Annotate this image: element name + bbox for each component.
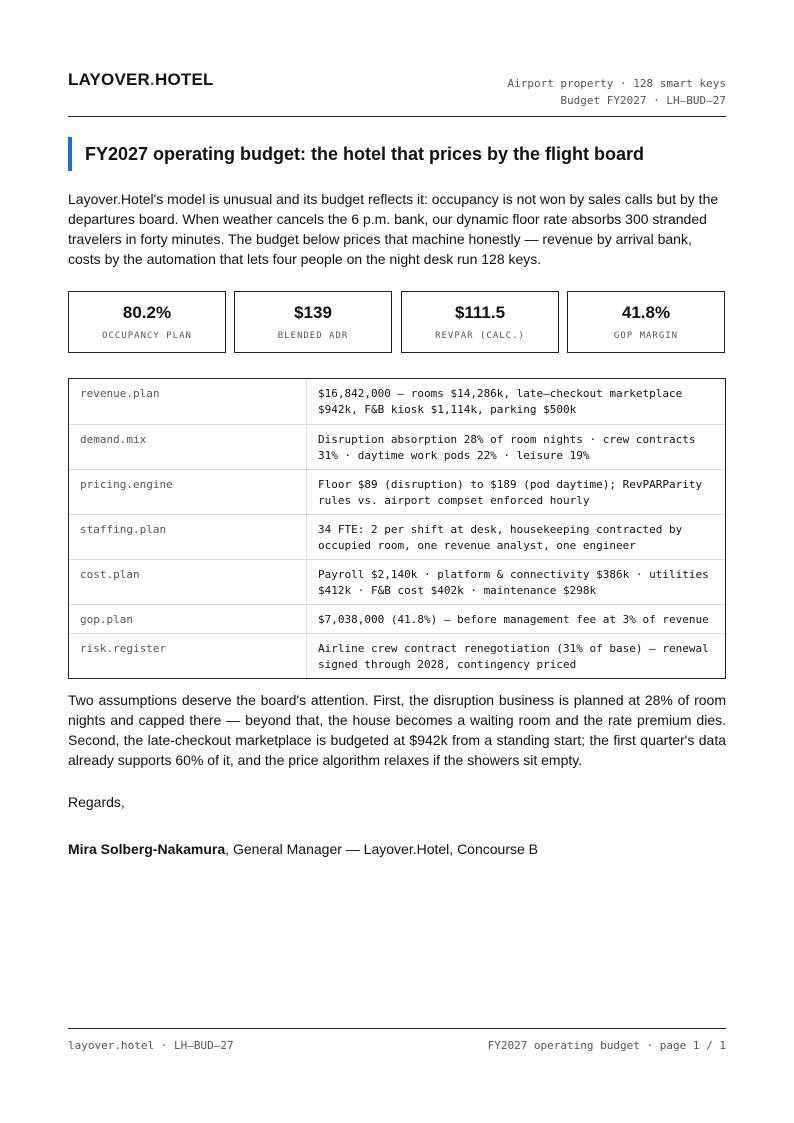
regards: Regards,: [68, 794, 125, 810]
kpi-value: $139: [294, 303, 332, 322]
row-value: Floor $89 (disruption) to $189 (pod daytime); RevPARParity rules vs. airport compset enforced hourly: [318, 478, 703, 507]
row-value: $7,038,000 (41.8%) — before management fee at 3% of revenue: [318, 613, 709, 626]
kpi-label: OCCUPANCY PLAN: [102, 331, 192, 341]
table-row: [69, 633, 725, 678]
kpi-gop-margin: [567, 291, 725, 353]
logo: [68, 70, 214, 90]
signatory-name: Mira Solberg-Nakamura: [68, 841, 226, 857]
table-row: [69, 559, 725, 604]
row-key: cost.plan: [69, 560, 307, 604]
closing-paragraph: Two assumptions deserve the board's attention. First, the disruption business is planned at 28% of room nights and capped there — beyond that, the house becomes a waiting room and the rate premium dies. Second, the late-checkout marketplace is budgeted at $942k from a standing start; the first quarter's data already supports 60% of it, and the price algorithm relaxes if the showers sit empty.: [68, 692, 726, 768]
kpi-value: 41.8%: [621, 303, 671, 322]
table-row: [69, 424, 725, 469]
intro-paragraph: Layover.Hotel's model is unusual and its budget reflects it: occupancy is not won by sales calls but by the departures board. When weather cancels the 6 p.m. bank, our dynamic floor rate absorbs 300 stranded travelers in forty minutes. The budget below prices that machine honestly — revenue by arrival bank, costs by the automation that lets four people on the night desk run 128 keys.: [68, 191, 719, 267]
signature: [68, 841, 538, 857]
letterhead: [68, 70, 726, 117]
table-row: [69, 379, 725, 424]
row-value: Airline crew contract renegotiation (31% of base) — renewal signed through 2028, contingency priced: [318, 642, 709, 671]
row-key: demand.mix: [69, 425, 307, 469]
kpi-label: GOP MARGIN: [613, 331, 679, 341]
row-value: Payroll $2,140k · platform & connectivity $386k · utilities $412k · F&B cost $402k · maintenance $298k: [318, 568, 709, 597]
logo-suffix: HOTEL: [154, 70, 214, 89]
row-value: $16,842,000 — rooms $14,286k, late–checkout marketplace $942k, F&B kiosk $1,114k, parking $500k: [318, 387, 683, 416]
table-row: [69, 514, 725, 559]
title-block: [68, 137, 730, 171]
row-key: revenue.plan: [69, 379, 307, 424]
kpi-label: REVPAR (CALC.): [435, 331, 525, 341]
row-value: Disruption absorption 28% of room nights · crew contracts 31% · daytime work pods 22% · leisure 19%: [318, 433, 696, 462]
footer-right: FY2027 operating budget · page 1 / 1: [487, 1039, 726, 1052]
kpi-adr: [234, 291, 392, 353]
kpi-occupancy: [68, 291, 226, 353]
logo-main: LAYOVER: [68, 70, 151, 89]
page-title: FY2027 operating budget: the hotel that prices by the flight board: [85, 144, 645, 164]
row-key: gop.plan: [69, 605, 307, 633]
kpi-value: $111.5: [454, 303, 506, 322]
kpi-row: [68, 291, 726, 353]
row-value: 34 FTE: 2 per shift at desk, housekeeping contracted by occupied room, one revenue analyst, one engineer: [318, 523, 683, 552]
kpi-value: 80.2%: [122, 303, 172, 322]
table-row: [69, 604, 725, 633]
row-key: pricing.engine: [69, 470, 307, 514]
budget-table: [68, 378, 726, 679]
page-footer: [68, 1028, 726, 1052]
header-meta-line2: Budget FY2027 · LH–BUD–27: [560, 94, 726, 107]
logo-dot: .: [150, 70, 155, 89]
kpi-label: BLENDED ADR: [277, 331, 349, 341]
row-key: staffing.plan: [69, 515, 307, 559]
table-row: [69, 469, 725, 514]
header-meta: [507, 75, 726, 109]
kpi-revpar: [401, 291, 559, 353]
row-key: risk.register: [69, 634, 307, 678]
header-meta-line1: Airport property · 128 smart keys: [507, 77, 726, 90]
signatory-role: , General Manager — Layover.Hotel, Concourse B: [225, 841, 538, 857]
footer-left: layover.hotel · LH–BUD–27: [68, 1039, 234, 1052]
